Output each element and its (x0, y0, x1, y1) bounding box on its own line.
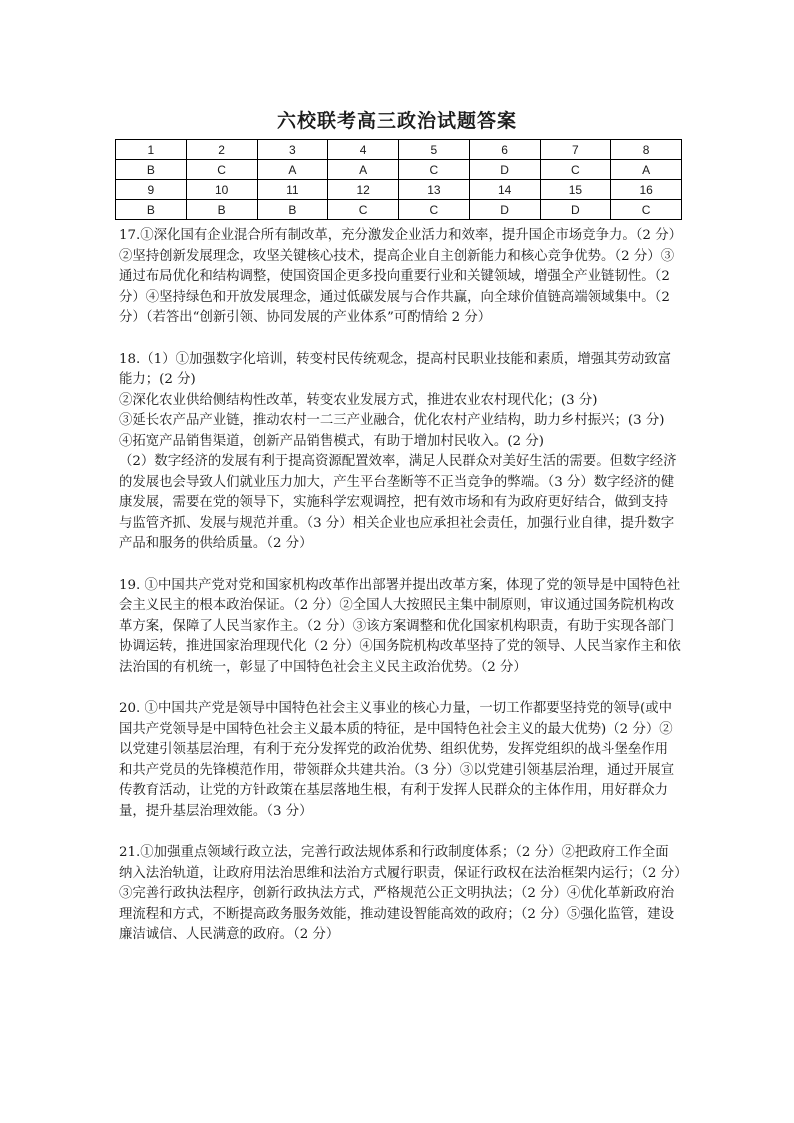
table-cell: 15 (540, 180, 611, 200)
answer-content (119, 226, 681, 946)
table-cell: B (257, 200, 328, 220)
table-cell: 2 (186, 140, 257, 160)
table-cell: 6 (469, 140, 540, 160)
table-row (116, 200, 682, 220)
table-cell: D (469, 160, 540, 180)
table-cell: 11 (257, 180, 328, 200)
table-cell: C (399, 200, 470, 220)
table-cell: A (257, 160, 328, 180)
answer-q18-1d: ④拓宽产品销售渠道，创新产品销售模式，有助于增加村民收入。(2 分) (119, 433, 544, 449)
table-cell: 4 (328, 140, 399, 160)
table-row (116, 140, 682, 160)
table-cell: A (611, 160, 682, 180)
table-cell: D (540, 200, 611, 220)
table-cell: 10 (186, 180, 257, 200)
table-cell: 13 (399, 180, 470, 200)
table-cell: C (540, 160, 611, 180)
table-cell: 9 (116, 180, 187, 200)
table-cell: C (399, 160, 470, 180)
table-cell: 7 (540, 140, 611, 160)
table-row (116, 160, 682, 180)
page-title: 六校联考高三政治试题答案 (276, 110, 517, 132)
table-cell: 14 (469, 180, 540, 200)
table-row (116, 180, 682, 200)
table-cell: C (611, 200, 682, 220)
table-cell: A (328, 160, 399, 180)
table-cell: 16 (611, 180, 682, 200)
table-cell: B (186, 200, 257, 220)
table-cell: 12 (328, 180, 399, 200)
table-cell: 1 (116, 140, 187, 160)
answer-q20: 20. ①中国共产党是领导中国特色社会主义事业的核心力量，一切工作都要坚持党的领导(或中国共产党领导是中国特色社会主义最本质的特征，是中国特色社会主义的最大优势)（2 分）②以党建引领基层治理，有利于充分发挥党的政治优势、组织优势，发挥党组织的战斗堡垒作用和共产党员的先锋模范作用，带领群众共建共治。（3 分）③以党建引领基层治理，通过开展宣传教育活动，让党的方针政策在基层落地生根，有利于发挥人民群众的主体作用，用好群众力量，提升基层治理效能。（3 分） (119, 701, 675, 819)
answer-q18-2: （2）数字经济的发展有利于提高资源配置效率，满足人民群众对美好生活的需要。但数字经济的发展也会导致人们就业压力加大，产生平台垄断等不正当竞争的弊端。（3 分）数字经济的健康发展，需要在党的领导下，实施科学宏观调控，把有效市场和有为政府更好结合，做到支持与监管齐抓、发展与规范并重。（3 分）相关企业也应承担社会责任，加强行业自律，提升数字产品和服务的供给质量。（2 分） (119, 454, 677, 551)
table-cell: 8 (611, 140, 682, 160)
answer-q18-1b: ②深化农业供给侧结构性改革，转变农业发展方式，推进农业农村现代化；(3 分) (119, 392, 598, 408)
answer-q18-1a: 18.（1）①加强数字化培训，转变村民传统观念，提高村民职业技能和素质，增强其劳动致富能力；(2 分) (119, 351, 672, 387)
table-cell: C (186, 160, 257, 180)
table-cell: C (328, 200, 399, 220)
answer-q18-1c: ③延长农产品产业链，推动农村一二三产业融合，优化农村产业结构，助力乡村振兴；(3 分) (119, 413, 665, 428)
answer-q19: 19. ①中国共产党对党和国家机构改革作出部署并提出改革方案，体现了党的领导是中国特色社会主义民主的根本政治保证。（2 分）②全国人大按照民主集中制原则，审议通过国务院机构改革方案，保障了人民当家作主。（2 分）③该方案调整和优化国家机构职责，有助于实现各部门协调运转，推进国家治理现代化（2 分）④国务院机构改革坚持了党的领导、人民当家作主和依法治国的有机统一，彰显了中国特色社会主义民主政治优势。（2 分） (119, 577, 681, 675)
table-cell: D (469, 200, 540, 220)
table-cell: 5 (399, 140, 470, 160)
table-cell: 3 (257, 140, 328, 160)
answer-table (115, 139, 682, 220)
table-cell: B (116, 200, 187, 220)
table-cell: B (116, 160, 187, 180)
answer-q21: 21.①加强重点领域行政立法，完善行政法规体系和行政制度体系；（2 分）②把政府工作全面纳入法治轨道，让政府用法治思维和法治方式履行职责，保证行政权在法治框架内运行；（2 分）③完善行政执法程序，创新行政执法方式，严格规范公正文明执法；（2 分）④优化革新政府治理流程和方式，不断提高政务服务效能，推动建设智能高效的政府；（2 分）⑤强化监管，建设廉洁诚信、人民满意的政府。（2 分） (119, 845, 681, 942)
answer-q17: 17.①深化国有企业混合所有制改革，充分激发企业活力和效率，提升国企市场竞争力。（2 分）②坚持创新发展理念，攻坚关键核心技术，提高企业自主创新能力和核心竞争优势。（2 分）③通过布局优化和结构调整，使国资国企更多投向重要行业和关键领域，增强全产业链韧性。（2 分）④坚持绿色和开放发展理念，通过低碳发展与合作共赢，向全球价值链高端领域集中。（2 分）（若答出“创新引领、协同发展的产业体系”可酌情给 2 分） (119, 228, 676, 325)
